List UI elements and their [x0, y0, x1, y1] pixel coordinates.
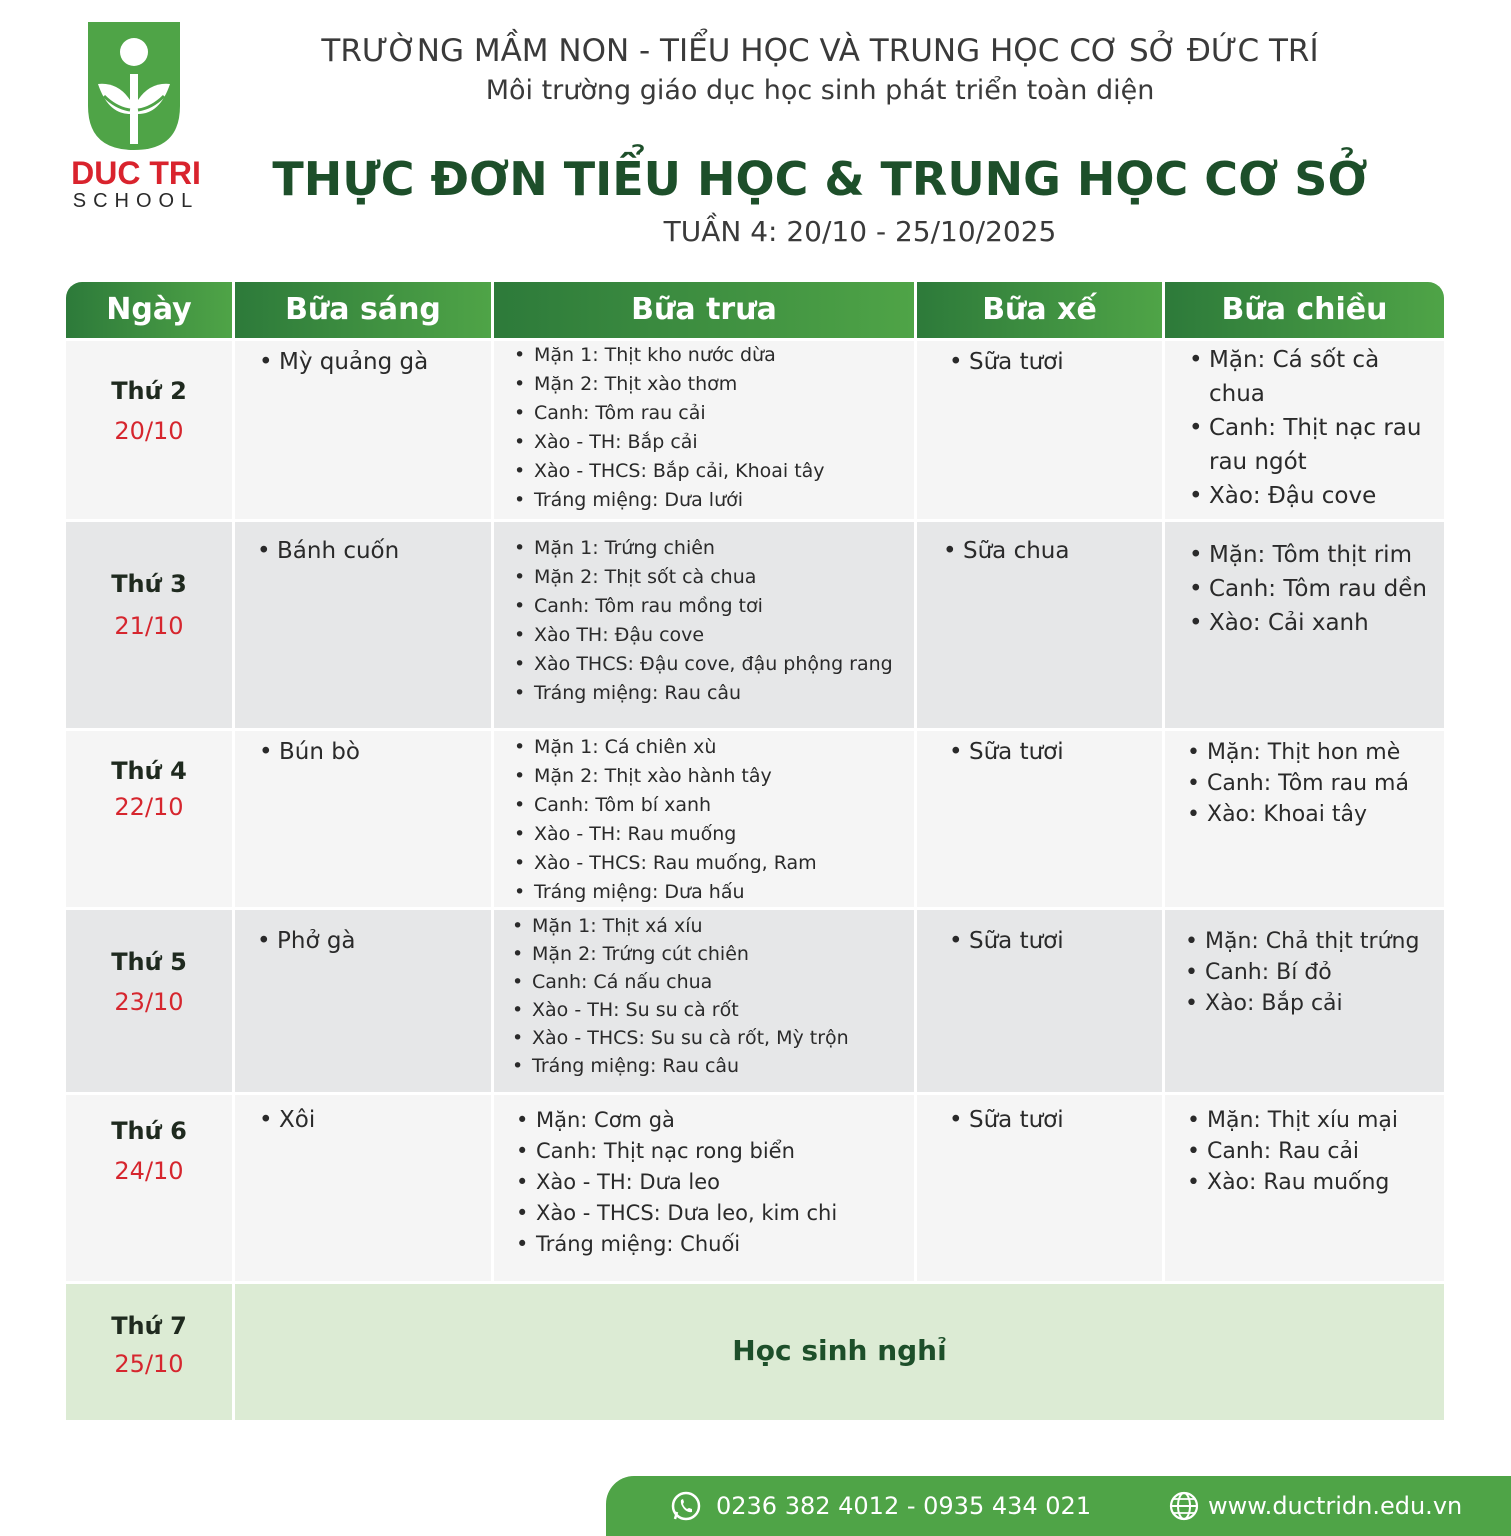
lunch-list: [512, 341, 825, 515]
menu-item: • Tráng miệng: Rau câu: [510, 1052, 849, 1080]
menu-item: • Canh: Thịt nạc rong biển: [514, 1136, 837, 1167]
menu-item: • Xào - THCS: Su su cà rốt, Mỳ trộn: [510, 1024, 849, 1052]
column-header-afternoon: Bữa chiều: [1165, 282, 1444, 338]
afternoon-cell: [1165, 341, 1444, 519]
menu-item: • Mặn 1: Cá chiên xù: [512, 733, 817, 762]
afternoon-cell: [1165, 731, 1444, 907]
column-header-snack: Bữa xế: [917, 282, 1162, 338]
lunch-list: [514, 1105, 837, 1260]
menu-item: • Sữa tươi: [947, 737, 1064, 767]
snack-cell: [917, 731, 1162, 907]
menu-item: • Xào - TH: Rau muống: [512, 820, 817, 849]
day-name: Thứ 2: [111, 377, 187, 405]
breakfast-cell: [235, 731, 491, 907]
breakfast-cell: [235, 1095, 491, 1281]
day-date: 24/10: [114, 1157, 184, 1185]
logo-subtitle: SCHOOL: [72, 190, 200, 212]
day-date: 22/10: [114, 793, 184, 821]
menu-item: • Tráng miệng: Rau câu: [512, 679, 893, 708]
day-cell: [66, 731, 232, 907]
school-logo: [66, 22, 206, 212]
menu-item: • Canh: Thịt nạc rau rau ngót: [1187, 411, 1427, 479]
day-cell: [66, 341, 232, 519]
menu-item: • Bún bò: [257, 737, 360, 767]
snack-list: [947, 1105, 1064, 1135]
afternoon-cell: [1165, 1095, 1444, 1281]
afternoon-list: [1185, 737, 1435, 830]
menu-item: • Canh: Cá nấu chua: [510, 968, 849, 996]
website-link[interactable]: www.ductridn.edu.vn: [1208, 1492, 1463, 1520]
phone-numbers: 0236 382 4012 - 0935 434 021: [716, 1492, 1092, 1520]
afternoon-list: [1183, 926, 1438, 1019]
snack-cell: [917, 1095, 1162, 1281]
lunch-list: [512, 733, 817, 907]
menu-item: • Sữa tươi: [947, 1105, 1064, 1135]
day-cell: [66, 522, 232, 728]
menu-item: • Canh: Tôm rau mồng tơi: [512, 592, 893, 621]
menu-item: • Xào - TH: Su su cà rốt: [510, 996, 849, 1024]
menu-item: • Xôi: [257, 1105, 315, 1135]
menu-item: • Mặn 1: Thịt xá xíu: [510, 912, 849, 940]
logo-name: DUC TRI: [71, 155, 201, 191]
snack-cell: [917, 341, 1162, 519]
menu-item: • Xào: Khoai tây: [1185, 799, 1435, 830]
menu-item: • Xào: Đậu cove: [1187, 479, 1427, 513]
snack-cell: [917, 910, 1162, 1092]
snack-list: [941, 536, 1069, 566]
menu-item: • Bánh cuốn: [255, 536, 399, 566]
menu-item: • Xào - THCS: Bắp cải, Khoai tây: [512, 457, 825, 486]
menu-item: • Tráng miệng: Chuối: [514, 1229, 837, 1260]
day-date: 23/10: [114, 988, 184, 1016]
menu-item: • Xào - TH: Dưa leo: [514, 1167, 837, 1198]
school-name: TRƯỜNG MẦM NON - TIỂU HỌC VÀ TRUNG HỌC CƠ SỞ ĐỨC TRÍ: [321, 33, 1319, 69]
snack-list: [947, 347, 1064, 377]
lunch-list: [510, 912, 849, 1080]
menu-item: • Mặn: Cơm gà: [514, 1105, 837, 1136]
day-date: 21/10: [114, 612, 184, 640]
afternoon-cell: [1165, 910, 1444, 1092]
holiday-cell: [235, 1284, 1444, 1420]
menu-item: • Mặn: Cá sốt cà chua: [1187, 343, 1427, 411]
day-name: Thứ 3: [111, 570, 187, 598]
menu-item: • Xào THCS: Đậu cove, đậu phộng rang: [512, 650, 893, 679]
menu-item: • Canh: Rau cải: [1185, 1136, 1435, 1167]
lunch-cell: [494, 731, 914, 907]
menu-item: • Mặn: Tôm thịt rim: [1187, 538, 1437, 572]
week-range: TUẦN 4: 20/10 - 25/10/2025: [663, 215, 1057, 248]
lunch-list: [512, 534, 893, 708]
breakfast-cell: [235, 910, 491, 1092]
breakfast-cell: [235, 522, 491, 728]
column-header-lunch: Bữa trưa: [494, 282, 914, 338]
menu-item: • Sữa chua: [941, 536, 1069, 566]
school-slogan: Môi trường giáo dục học sinh phát triển toàn diện: [485, 75, 1155, 106]
menu-item: • Canh: Tôm rau dền: [1187, 572, 1437, 606]
menu-item: • Mặn: Thịt xíu mại: [1185, 1105, 1435, 1136]
menu-item: • Mặn 1: Thịt kho nước dừa: [512, 341, 825, 370]
menu-item: • Xào TH: Đậu cove: [512, 621, 893, 650]
afternoon-list: [1185, 1105, 1435, 1198]
menu-item: • Sữa tươi: [947, 347, 1064, 377]
lunch-cell: [494, 522, 914, 728]
day-name: Thứ 5: [111, 948, 187, 976]
column-header-breakfast: Bữa sáng: [235, 282, 491, 338]
whatsapp-phone-icon: [670, 1490, 702, 1522]
afternoon-list: [1187, 538, 1437, 640]
breakfast-list: [255, 536, 399, 566]
menu-item: • Xào - TH: Bắp cải: [512, 428, 825, 457]
contact-footer: [606, 1476, 1511, 1536]
day-cell: [66, 910, 232, 1092]
holiday-note: Học sinh nghỉ: [732, 1334, 947, 1367]
breakfast-list: [257, 737, 360, 767]
breakfast-list: [255, 926, 356, 956]
menu-item: • Xào: Bắp cải: [1183, 988, 1438, 1019]
menu-item: • Mỳ quảng gà: [257, 347, 428, 377]
menu-item: • Xào - THCS: Dưa leo, kim chi: [514, 1198, 837, 1229]
day-name: Thứ 7: [111, 1312, 187, 1340]
globe-icon: [1168, 1490, 1200, 1522]
afternoon-list: [1187, 343, 1427, 513]
day-date: 25/10: [114, 1350, 184, 1378]
snack-cell: [917, 522, 1162, 728]
menu-item: • Xào: Rau muống: [1185, 1167, 1435, 1198]
menu-item: • Mặn 1: Trứng chiên: [512, 534, 893, 563]
sprout-shield-icon: [88, 22, 180, 150]
column-header-day: Ngày: [66, 282, 232, 338]
day-name: Thứ 6: [111, 1117, 187, 1145]
snack-list: [947, 926, 1064, 956]
menu-item: • Xào: Cải xanh: [1187, 606, 1437, 640]
menu-item: • Canh: Tôm rau cải: [512, 399, 825, 428]
lunch-cell: [494, 1095, 914, 1281]
menu-item: • Canh: Tôm rau má: [1185, 768, 1435, 799]
menu-item: • Canh: Tôm bí xanh: [512, 791, 817, 820]
page-title: THỰC ĐƠN TIỂU HỌC & TRUNG HỌC CƠ SỞ: [272, 152, 1368, 206]
menu-item: • Xào - THCS: Rau muống, Ram: [512, 849, 817, 878]
menu-item: • Sữa tươi: [947, 926, 1064, 956]
day-cell: [66, 1095, 232, 1281]
breakfast-list: [257, 1105, 315, 1135]
breakfast-list: [257, 347, 428, 377]
menu-item: • Mặn 2: Thịt xào thơm: [512, 370, 825, 399]
menu-item: • Tráng miệng: Dưa lưới: [512, 486, 825, 515]
snack-list: [947, 737, 1064, 767]
menu-item: • Mặn 2: Thịt xào hành tây: [512, 762, 817, 791]
day-cell: [66, 1284, 232, 1420]
menu-item: • Canh: Bí đỏ: [1183, 957, 1438, 988]
day-name: Thứ 4: [111, 757, 187, 785]
menu-table: [66, 282, 1444, 1420]
lunch-cell: [494, 341, 914, 519]
afternoon-cell: [1165, 522, 1444, 728]
breakfast-cell: [235, 341, 491, 519]
menu-item: • Mặn: Thịt hon mè: [1185, 737, 1435, 768]
menu-item: • Mặn 2: Trứng cút chiên: [510, 940, 849, 968]
menu-item: • Mặn 2: Thịt sốt cà chua: [512, 563, 893, 592]
lunch-cell: [494, 910, 914, 1092]
menu-item: • Phở gà: [255, 926, 356, 956]
menu-item: • Tráng miệng: Dưa hấu: [512, 878, 817, 907]
menu-item: • Mặn: Chả thịt trứng: [1183, 926, 1438, 957]
day-date: 20/10: [114, 417, 184, 445]
